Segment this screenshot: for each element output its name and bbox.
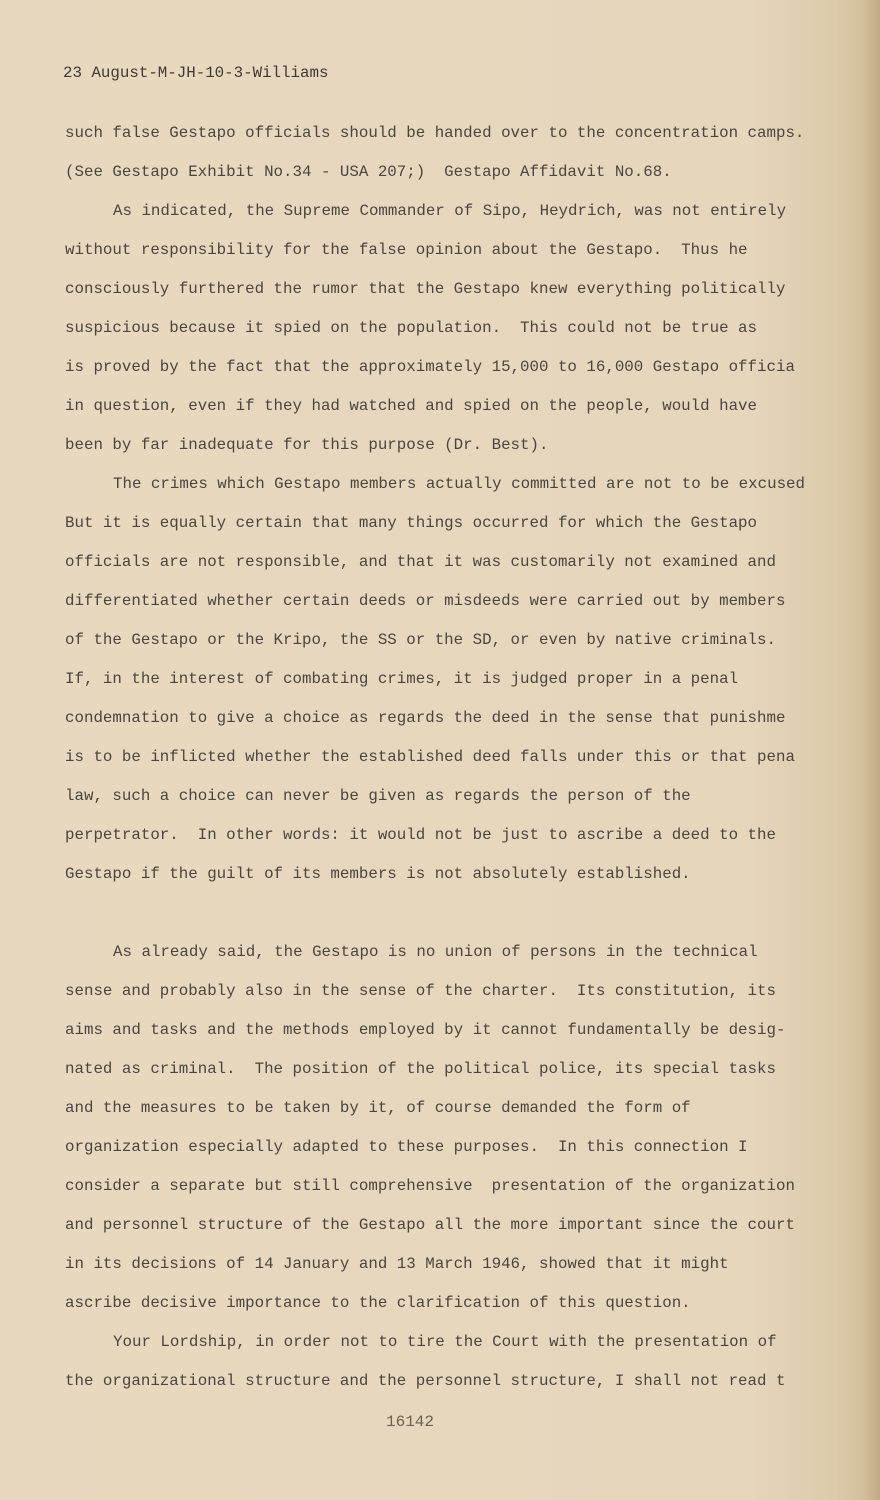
text-line: The crimes which Gestapo members actually committed are not to be excused (113, 475, 806, 493)
text-line: of the Gestapo or the Kripo, the SS or the SD, or even by native criminals. (65, 630, 776, 649)
text-line: without responsibility for the false opinion about the Gestapo. Thus he (65, 240, 748, 259)
paper-edge-shadow (862, 0, 880, 1500)
text-line: As already said, the Gestapo is no union of persons in the technical (113, 943, 758, 961)
text-line: and the measures to be taken by it, of course demanded the form of (65, 1098, 691, 1117)
text-line: consider a separate but still comprehensive presentation of the organization (65, 1176, 795, 1195)
text-line: the organizational structure and the personnel structure, I shall not read t (65, 1371, 786, 1390)
text-line: consciously furthered the rumor that the Gestapo knew everything politically (65, 279, 786, 298)
text-line: is to be inflicted whether the established deed falls under this or that pena (65, 747, 795, 766)
text-line: differentiated whether certain deeds or misdeeds were carried out by members (65, 591, 786, 610)
page-number: 16142 (386, 1413, 435, 1431)
text-line: ascribe decisive importance to the clarification of this question. (65, 1293, 691, 1312)
text-line: Your Lordship, in order not to tire the Court with the presentation of (113, 1333, 777, 1351)
text-line: nated as criminal. The position of the political police, its special tasks (65, 1059, 776, 1078)
text-line: Gestapo if the guilt of its members is not absolutely established. (65, 864, 691, 883)
text-line: in question, even if they had watched and spied on the people, would have (65, 396, 758, 415)
text-line: in its decisions of 14 January and 13 March 1946, showed that it might (65, 1254, 729, 1273)
text-line: condemnation to give a choice as regards the deed in the sense that punishme (65, 708, 786, 727)
text-line: As indicated, the Supreme Commander of Sipo, Heydrich, was not entirely (113, 202, 787, 220)
text-line: organization especially adapted to these purposes. In this connection I (65, 1137, 748, 1156)
text-line: officials are not responsible, and that it was customarily not examined and (65, 552, 776, 571)
text-line: But it is equally certain that many things occurred for which the Gestapo (65, 513, 758, 532)
text-line: If, in the interest of combating crimes, it is judged proper in a penal (65, 669, 739, 688)
text-line: sense and probably also in the sense of the charter. Its constitution, its (65, 981, 776, 1000)
text-line: suspicious because it spied on the population. This could not be true as (65, 318, 758, 337)
text-line: perpetrator. In other words: it would not be just to ascribe a deed to the (65, 825, 776, 844)
text-line: been by far inadequate for this purpose (Dr. Best). (65, 435, 549, 454)
text-line: is proved by the fact that the approximately 15,000 to 16,000 Gestapo officia (65, 357, 795, 376)
document-header: 23 August-M-JH-10-3-Williams (63, 64, 329, 82)
text-line: (See Gestapo Exhibit No.34 - USA 207;) Gestapo Affidavit No.68. (65, 162, 672, 181)
text-line: aims and tasks and the methods employed by it cannot fundamentally be desig- (65, 1020, 786, 1039)
text-line: such false Gestapo officials should be handed over to the concentration camps. (65, 124, 805, 142)
text-line: law, such a choice can never be given as regards the person of the (65, 786, 691, 805)
text-line: and personnel structure of the Gestapo all the more important since the court (65, 1215, 795, 1234)
